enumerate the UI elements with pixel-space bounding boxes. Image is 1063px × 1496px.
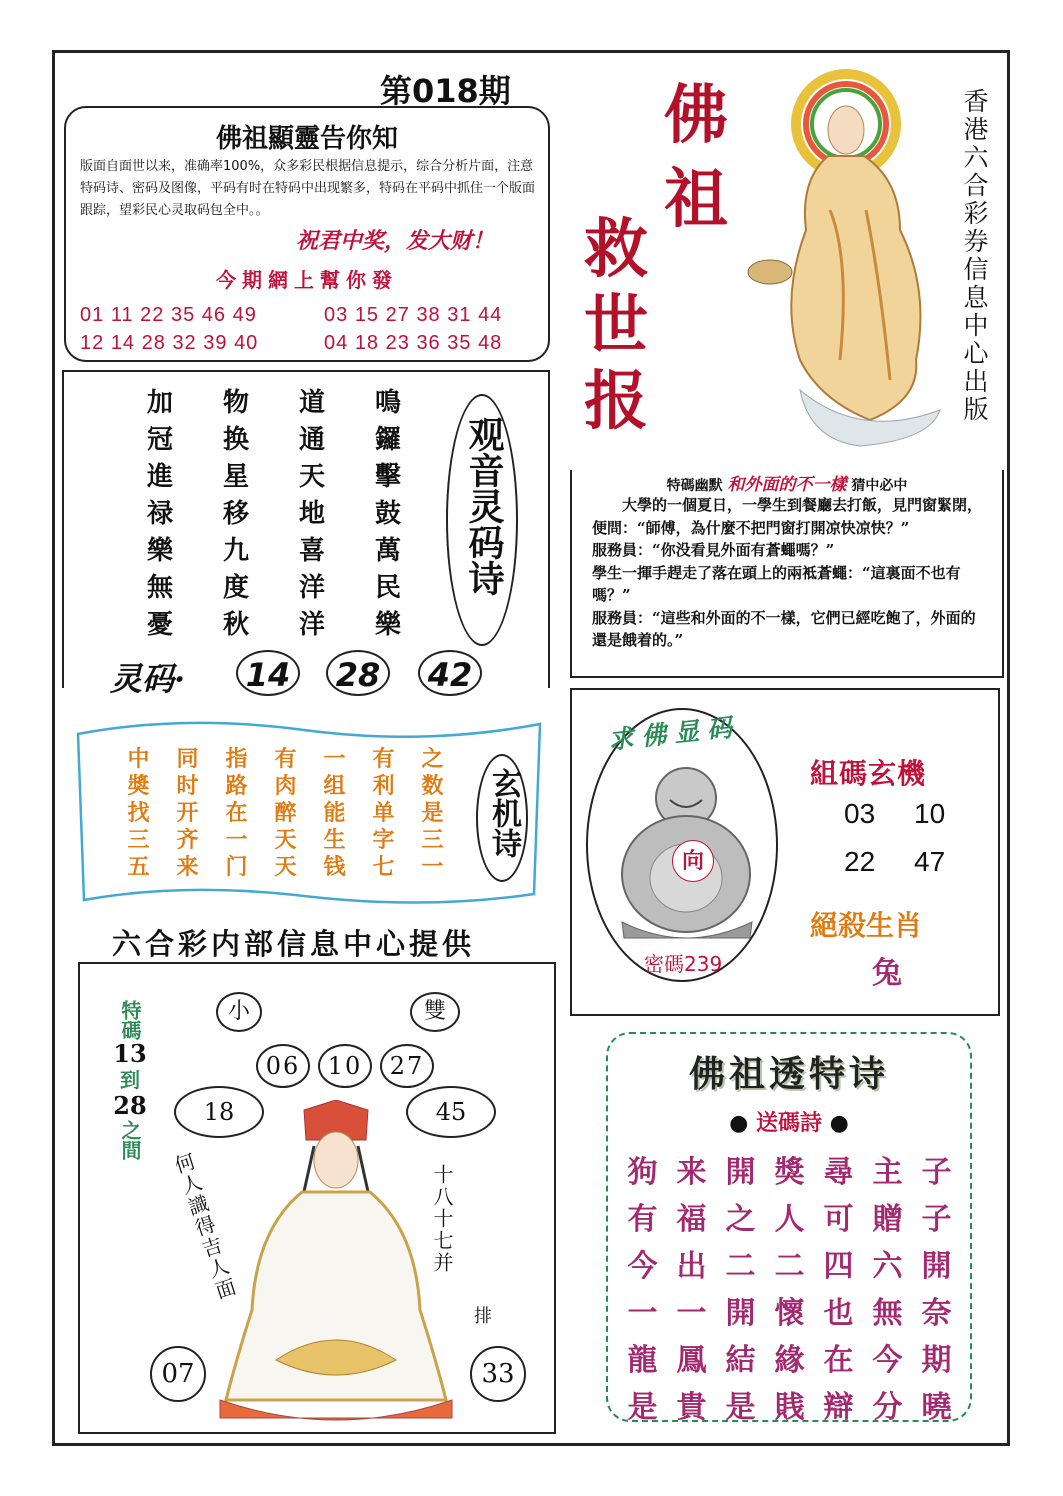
tou-char: 奈	[921, 1296, 952, 1331]
guanyin-standing-image	[740, 60, 956, 450]
tou-char: 有	[627, 1202, 658, 1237]
tou-char: 六	[872, 1249, 903, 1284]
xuanji-char: 一	[225, 827, 248, 853]
joke-line: 學生一揮手趕走了落在頭上的兩袛蒼蠅：“這裏面不也有嗎？”	[592, 563, 961, 604]
tou-char: 開	[725, 1155, 756, 1190]
tou-char: 今	[872, 1343, 903, 1378]
xuanji-char: 奬	[127, 773, 150, 799]
tou-char: 也	[823, 1296, 854, 1331]
buddha-arc-title: 求佛显码	[607, 712, 742, 755]
combo-title: 組碼玄機	[810, 757, 927, 790]
tou-char: 無	[872, 1296, 903, 1331]
tou-poem-title: 佛祖透特诗	[688, 1053, 889, 1095]
xuanji-char: 醉	[274, 800, 297, 826]
xuanji-grid	[114, 746, 457, 881]
xuanji-char: 数	[421, 773, 444, 799]
poem-char: 移	[222, 499, 249, 529]
lingma-box	[62, 370, 550, 698]
tou-char: 開	[725, 1296, 756, 1331]
tou-char: 龍	[627, 1343, 658, 1378]
issue-number: 第018期	[380, 72, 511, 110]
poem-char: 度	[222, 573, 249, 603]
tou-char: 二	[725, 1249, 756, 1284]
poem-char: 樂	[374, 610, 401, 640]
xuanji-char: 齐	[176, 827, 199, 853]
combo-number: 22	[844, 846, 876, 877]
intro-box	[64, 106, 550, 362]
tou-char: 贈	[872, 1202, 903, 1237]
tag-even: 雙	[410, 992, 460, 1032]
xuanji-char: 指	[225, 746, 248, 772]
xuanji-char: 有	[274, 746, 297, 772]
bullet-icon: ●	[729, 1110, 749, 1136]
buddha-center-char: 向	[672, 840, 714, 882]
number-row-2b: 04 18 23 36 35 48	[324, 332, 503, 354]
poem-char: 九	[222, 536, 249, 566]
top-number: 10	[318, 1044, 372, 1088]
tou-char: 狗	[627, 1155, 658, 1190]
poem-char: 喜	[298, 536, 325, 566]
kill-zodiac: 兔	[872, 956, 902, 991]
guanyin-seated-image	[216, 1100, 456, 1430]
tou-char: 主	[872, 1155, 903, 1190]
tou-char: 子	[921, 1202, 952, 1237]
buddha-box	[570, 688, 1000, 1016]
poem-grid	[122, 388, 426, 641]
tou-char: 是	[725, 1390, 756, 1425]
poem-char: 地	[298, 499, 325, 529]
poem-char: 鳴	[374, 388, 401, 418]
poem-char: 萬	[374, 536, 401, 566]
range-end: 28	[113, 1091, 147, 1120]
poem-char: 禄	[146, 499, 173, 529]
poem-char: 洋	[298, 610, 325, 640]
poem-char: 道	[298, 388, 325, 418]
left-verse: 何人識得吉人面	[168, 1150, 240, 1304]
bottom-number: 07	[150, 1346, 206, 1402]
bottom-number: 33	[470, 1346, 526, 1402]
bullet-icon: ●	[829, 1110, 849, 1136]
side-number: 18	[174, 1086, 264, 1138]
intro-title: 佛祖顯靈告你知	[215, 124, 398, 154]
secret-code: 密碼239	[644, 952, 723, 976]
poem-char: 通	[298, 425, 325, 455]
range-between: 之間	[118, 1120, 142, 1160]
combo-number: 10	[914, 798, 946, 829]
tou-char: 期	[921, 1343, 952, 1378]
tou-char: 来	[676, 1155, 707, 1190]
poem-side-oval	[446, 394, 518, 646]
tou-char: 出	[676, 1249, 707, 1284]
poem-char: 進	[146, 462, 173, 492]
xuanji-char: 在	[225, 800, 248, 826]
poem-side-title: 观音灵码诗	[463, 416, 505, 596]
poem-char: 加	[146, 388, 173, 418]
xuanji-char: 来	[176, 854, 199, 880]
tou-char: 獎	[774, 1155, 805, 1190]
range-block	[106, 1000, 154, 1160]
title-zu: 祖	[664, 162, 728, 237]
number-row-1a: 01 11 22 35 46 49	[80, 304, 257, 326]
xuanji-char: 时	[176, 773, 199, 799]
joke-header	[572, 470, 1002, 495]
lingma-label: 灵码·	[110, 660, 186, 698]
poem-char: 鑼	[374, 425, 401, 455]
xuanji-char: 能	[323, 800, 346, 826]
xuanji-char: 肉	[274, 773, 297, 799]
title-shi: 世	[584, 288, 648, 363]
xuanji-char: 钱	[323, 854, 346, 880]
xuanji-char: 一	[421, 854, 444, 880]
tou-char: 鳳	[676, 1343, 707, 1378]
joke-head-label: 特碼幽默	[666, 478, 723, 494]
poem-char: 擊	[374, 462, 401, 492]
range-label: 特碼	[118, 1000, 142, 1040]
joke-body	[592, 494, 990, 652]
lingma-number: 28	[326, 650, 390, 696]
side-number: 45	[406, 1086, 496, 1138]
xuanji-char: 中	[127, 746, 150, 772]
joke-head-highlight: 和外面的不一樣	[727, 475, 847, 495]
poem-char: 民	[374, 573, 401, 603]
xuanji-char: 三	[127, 827, 150, 853]
poem-char: 鼓	[374, 499, 401, 529]
right-verse-tail: 排	[474, 1306, 492, 1327]
kill-title: 絕殺生肖	[810, 909, 923, 942]
xuanji-char: 一	[323, 746, 346, 772]
combo-number: 03	[844, 798, 876, 829]
xuanji-char: 七	[372, 854, 395, 880]
xuanji-char: 字	[372, 827, 395, 853]
xuanji-char: 天	[274, 827, 297, 853]
title-jiu: 救	[584, 212, 648, 287]
tou-char: 在	[823, 1343, 854, 1378]
lingma-number: 42	[418, 650, 482, 696]
help-title: 今期網上幫你發	[216, 268, 398, 292]
tou-poem-subline	[608, 1106, 970, 1137]
right-verse: 十八十七并	[430, 1164, 454, 1274]
xuanji-char: 是	[421, 800, 444, 826]
title-fo: 佛	[664, 78, 728, 153]
poem-char: 星	[222, 462, 249, 492]
tou-poem-sub: 送碼詩	[755, 1110, 822, 1136]
top-number: 06	[256, 1044, 310, 1088]
intro-text: 版面自面世以来，准确率100%，众多彩民根据信息提示，综合分析片面，注意特码诗、密码及图像，平码有时在特码中出现繁多，特码在平码中抓住一个版面跟踪，望彩民心灵取码包全中。。	[80, 159, 536, 218]
tou-poem-box	[606, 1032, 972, 1425]
xuanji-char: 利	[372, 773, 395, 799]
number-row-2a: 12 14 28 32 39 40	[80, 332, 259, 354]
guanyin-box	[78, 962, 556, 1434]
range-from: 13	[113, 1039, 147, 1068]
tou-char: 四	[823, 1249, 854, 1284]
provider-line: 六合彩内部信息中心提供	[112, 927, 476, 961]
poem-char: 天	[298, 462, 325, 492]
xuanji-char: 组	[323, 773, 346, 799]
tou-char: 賎	[774, 1390, 805, 1425]
xuanji-char: 三	[421, 827, 444, 853]
tou-char: 之	[725, 1202, 756, 1237]
poem-char: 憂	[146, 610, 173, 640]
top-number: 27	[380, 1044, 434, 1088]
xuanji-char: 开	[176, 800, 199, 826]
tou-char: 一	[676, 1296, 707, 1331]
xuanji-char: 有	[372, 746, 395, 772]
xuanji-oval	[476, 754, 528, 882]
joke-line: 大學的一個夏日，一學生到餐廳去打飯，見門窗緊閉，便問：“師傅，為什麼不把門窗打開凉快凉快？”	[592, 496, 983, 537]
tou-char: 二	[774, 1249, 805, 1284]
joke-head-tail: 猜中必中	[851, 478, 908, 494]
joke-box	[570, 470, 1004, 678]
xuanji-char: 找	[127, 800, 150, 826]
poem-char: 换	[222, 425, 249, 455]
tou-char: 一	[627, 1296, 658, 1331]
tou-char: 貴	[676, 1390, 707, 1425]
poem-char: 洋	[298, 573, 325, 603]
xuanji-char: 路	[225, 773, 248, 799]
tou-char: 福	[676, 1202, 707, 1237]
tou-char: 可	[823, 1202, 854, 1237]
tou-char: 曉	[921, 1390, 952, 1425]
poem-char: 無	[146, 573, 173, 603]
tou-char: 結	[725, 1343, 756, 1378]
joke-line: 服務員：“你没看見外面有蒼蠅嗎？”	[592, 541, 835, 559]
xuanji-char: 生	[323, 827, 346, 853]
xuanji-title: 玄机诗	[486, 768, 521, 858]
tou-char: 懷	[774, 1296, 805, 1331]
poem-char: 物	[222, 388, 249, 418]
tou-char: 人	[774, 1202, 805, 1237]
xuanji-char: 五	[127, 854, 150, 880]
poem-char: 樂	[146, 536, 173, 566]
tou-char: 子	[921, 1155, 952, 1190]
combo-number: 47	[914, 846, 946, 877]
tou-char: 開	[921, 1249, 952, 1284]
tag-small: 小	[216, 992, 262, 1032]
tou-poem-grid	[618, 1154, 961, 1426]
title-bao: 报	[584, 364, 648, 439]
poem-char: 秋	[222, 610, 249, 640]
intro-wish: 祝君中奖，发大财！	[296, 228, 495, 254]
xuanji-char: 单	[372, 800, 395, 826]
xuanji-char: 同	[176, 746, 199, 772]
tou-char: 今	[627, 1249, 658, 1284]
xuanji-char: 天	[274, 854, 297, 880]
publisher: 香港六合彩券信息中心出版	[960, 88, 989, 424]
xuanji-char: 之	[421, 746, 444, 772]
lingma-number: 14	[236, 650, 300, 696]
tou-char: 是	[627, 1390, 658, 1425]
tou-char: 分	[872, 1390, 903, 1425]
range-to: 到	[120, 1068, 140, 1092]
poem-char: 冠	[146, 425, 173, 455]
number-row-1b: 03 15 27 38 31 44	[324, 304, 503, 326]
tou-char: 緣	[774, 1343, 805, 1378]
tou-char: 尋	[823, 1155, 854, 1190]
xuanji-char: 门	[225, 854, 248, 880]
tou-char: 辯	[823, 1390, 854, 1425]
joke-line: 服務員：“這些和外面的不一樣，它們已經吃飽了，外面的還是餓着的。”	[592, 608, 976, 649]
